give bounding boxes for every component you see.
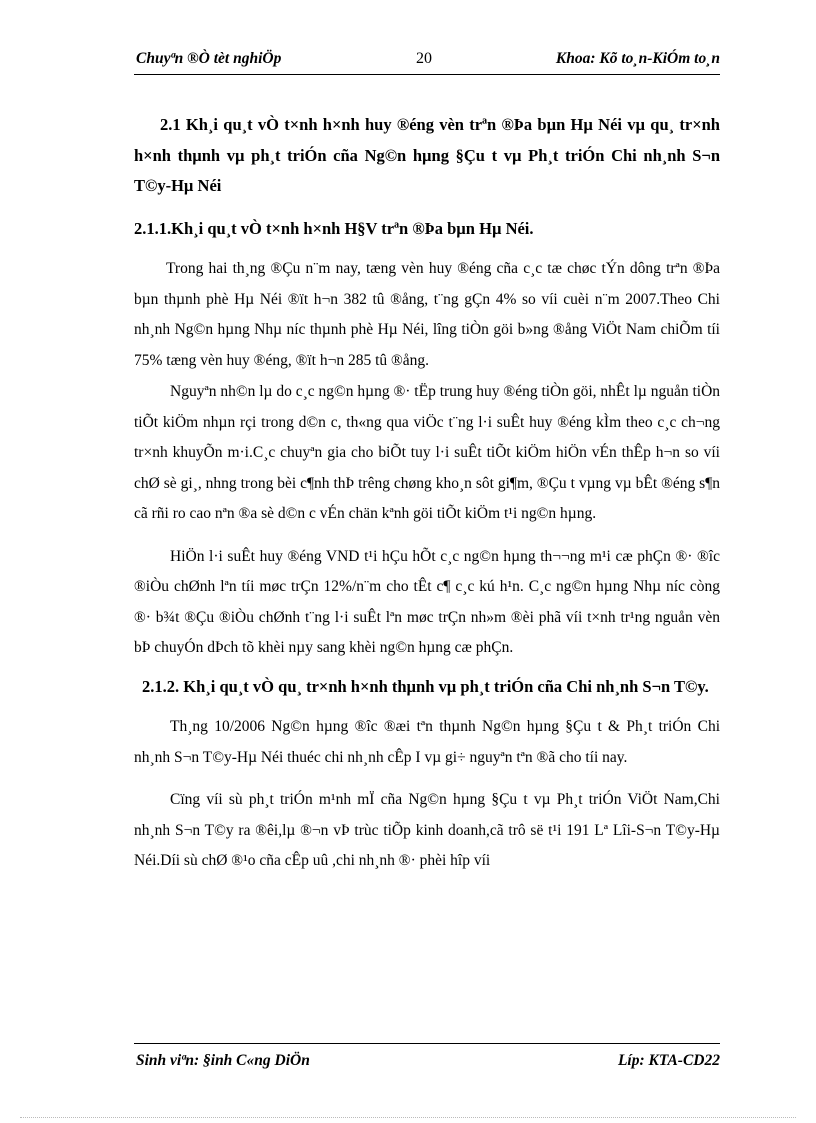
page-body (134, 110, 720, 877)
subsection-2-title: 2.1.2. Kh¸i qu¸t vÒ qu¸ tr×nh h×nh thµnh vµ ph¸t triÓn cña Chi nh¸nh S¬n T©y. (142, 676, 709, 696)
page-header (134, 44, 720, 75)
footer-student-name: Sinh viªn: §inh C«ng DiÖn (136, 1052, 310, 1069)
paragraph-4: Th¸ng 10/2006 Ng©n hµng ®îc ®æi tªn thµnh Ng©n hµng §Çu t & Ph¸t triÓn Chi nh¸nh S¬n T©y-Hµ Néi thuéc chi nh¸nh cÊp I vµ gi÷ nguyªn tªn ®ã cho tíi nay. (134, 718, 720, 766)
header-faculty: Khoa: Kõ to¸n-KiÓm to¸n (555, 50, 720, 67)
page-footer (134, 1043, 720, 1069)
subsection-1-title: 2.1.1.Kh¸i qu¸t vÒ t×nh h×nh H§V trªn ®Þa bµn Hµ Néi. (134, 218, 534, 238)
header-thesis-title: Chuyªn ®Ò tèt nghiÖp (136, 50, 282, 67)
footer-class: Líp: KTA-CD22 (617, 1052, 720, 1069)
paragraph-5: Cïng víi sù ph¸t triÓn m¹nh mÏ cña Ng©n hµng §Çu t vµ Ph¸t triÓn ViÖt Nam,Chi nh¸nh S¬n T©y ra ®êi,lµ ®¬n vÞ trùc tiÕp kinh doanh,cã trô së t¹i 191 Lª Lîi-S¬n T©y-Hµ Néi.Díi sù chØ ®¹o cña cÊp uû ,chi nh¸nh ®· phèi hîp víi (134, 791, 720, 869)
page-edge-divider (20, 1117, 796, 1118)
section-title: 2.1 Kh¸i qu¸t vÒ t×nh h×nh huy ®éng vèn trªn ®Þa bµn Hµ Néi vµ qu¸ tr×nh h×nh thµnh vµ ph¸t triÓn cña Ng©n hµng §Çu t vµ Ph¸t triÓn Chi nh¸nh S¬n T©y-Hµ Néi (134, 115, 720, 195)
paragraph-3: HiÖn l·i suÊt huy ®éng VND t¹i hÇu hÕt c¸c ng©n hµng th¬¬ng m¹i cæ phÇn ®· ®îc ®iÒu chØnh lªn tíi møc trÇn 12%/n¨m cho tÊt c¶ c¸c kú h¹n. C¸c ng©n hµng Nhµ níc còng ®· b¾t ®Çu ®iÒu chØnh t¨ng l·i suÊt lªn møc trÇn nh»m ®èi phã víi t×nh tr¹ng nguån vèn bÞ chuyÓn dÞch tõ khèi nµy sang khèi ng©n hµng cæ phÇn. (134, 547, 720, 656)
paragraph-1: Trong hai th¸ng ®Çu n¨m nay, tæng vèn huy ®éng cña c¸c tæ chøc tÝn dông trªn ®Þa bµn thµnh phè Hµ Néi ®ït h¬n 382 tû ®ång, t¨ng gÇn 4% so víi cuèi n¨m 2007.Theo Chi nh¸nh Ng©n hµng Nhµ níc thµnh phè Hµ Néi, lîng tiÒn göi b»ng ®ång ViÖt Nam chiÕm tíi 75% tæng vèn huy ®éng, ®ït h¬n 285 tû ®ång. (134, 260, 720, 369)
paragraph-2: Nguyªn nh©n lµ do c¸c ng©n hµng ®· tËp trung huy ®éng tiÒn göi, nhÊt lµ nguån tiÒn tiÕt kiÖm nhµn rçi trong d©n c, th«ng qua viÖc t¨ng l·i suÊt huy ®éng kÌm theo c¸c ch¬ng tr×nh khuyÕn m·i.C¸c chuyªn gia cho biÕt tuy l·i suÊt tiÕt kiÖm hiÖn vÉn thÊp h¬n so víi chØ sè gi¸, nhng trong bèi c¶nh thÞ trêng chøng kho¸n sôt gi¶m, ®Çu t vµng vµ bÊt ®éng s¶n cã rñi ro cao nªn ®a sè d©n c vÉn chän kªnh göi tiÕt kiÖm t¹i ng©n hµng. (134, 383, 721, 522)
page-number: 20 (416, 50, 432, 67)
